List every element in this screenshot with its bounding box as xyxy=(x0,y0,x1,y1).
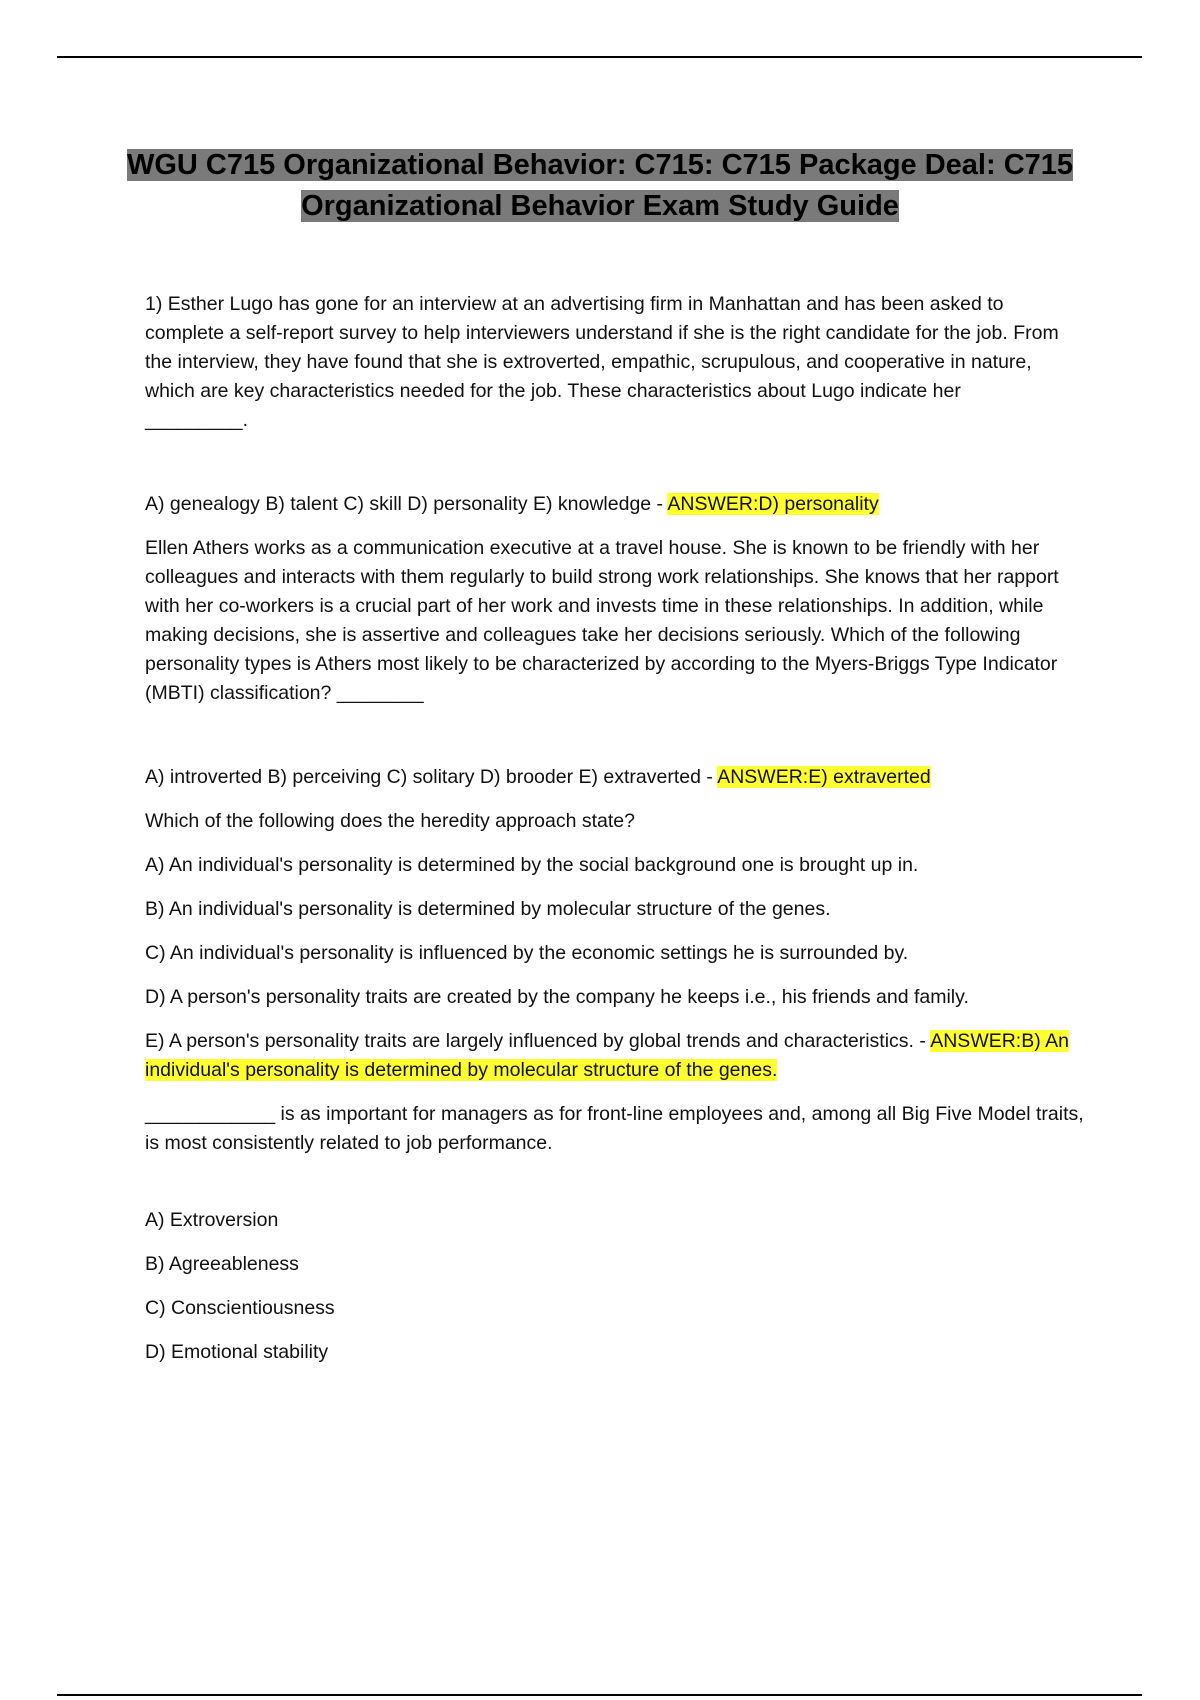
question-3-answer: ANSWER:B) An individual's personality is determined by molecular structure of the genes. xyxy=(145,1030,1069,1081)
question-2-answer: ANSWER:E) extraverted xyxy=(717,766,931,788)
question-4-option-c: C) Conscientiousness xyxy=(145,1297,335,1319)
question-4-option-a: A) Extroversion xyxy=(145,1209,279,1231)
question-1-answer: ANSWER:D) personality xyxy=(667,493,879,515)
question-3-stem: Which of the following does the heredity approach state? xyxy=(145,810,635,832)
question-2-options: A) introverted B) perceiving C) solitary D) brooder E) extraverted - ANSWER:E) extraverted xyxy=(145,766,931,788)
question-3-option-e: E) A person's personality traits are largely influenced by global trends and characteristics. - ANSWER:B) An individual's personality is determined by molecular structure of the genes. xyxy=(145,1030,1069,1081)
question-4-stem: ____________ is as important for managers as for front-line employees and, among all Big Five Model traits, is most consistently related to job performance. xyxy=(145,1103,1084,1154)
question-4-option-d: D) Emotional stability xyxy=(145,1341,329,1363)
question-4-option-b: B) Agreeableness xyxy=(145,1253,299,1275)
question-3-option-b: B) An individual's personality is determined by molecular structure of the genes. xyxy=(145,898,831,920)
question-2-stem: Ellen Athers works as a communication executive at a travel house. She is known to be friendly with her colleagues and interacts with them regularly to build strong work relationships. She knows that her rapport with her co-workers is a crucial part of her work and invests time in these relationships. In addition, while making decisions, she is assertive and colleagues take her decisions seriously. Which of the following personality types is Athers most likely to be characterized by according to the Myers-Briggs Type Indicator (MBTI) classification? ________ xyxy=(145,537,1059,704)
title-line-1: WGU C715 Organizational Behavior: C715: C715 Package Deal: C715 xyxy=(126,149,1074,181)
question-3-option-c: C) An individual's personality is influenced by the economic settings he is surrounded by. xyxy=(145,942,909,964)
header-rule xyxy=(57,56,1142,58)
question-1-stem: 1) Esther Lugo has gone for an interview at an advertising firm in Manhattan and has been asked to complete a self-report survey to help interviewers understand if she is the right candidate for the job. From the interview, they have found that she is extroverted, empathic, scrupulous, and cooperative in nature, which are key characteristics needed for the job. These characteristics about Lugo indicate her _________. xyxy=(145,293,1059,431)
document-body xyxy=(145,290,1085,1382)
footer-rule xyxy=(57,1694,1142,1696)
question-1-blank: _________. xyxy=(145,409,249,431)
page-title xyxy=(100,145,1100,227)
title-line-2: Organizational Behavior Exam Study Guide xyxy=(301,190,899,222)
question-3-option-a: A) An individual's personality is determined by the social background one is brought up in. xyxy=(145,854,919,876)
question-3-option-d: D) A person's personality traits are created by the company he keeps i.e., his friends and family. xyxy=(145,986,969,1008)
question-1-options: A) genealogy B) talent C) skill D) personality E) knowledge - ANSWER:D) personality xyxy=(145,493,879,515)
